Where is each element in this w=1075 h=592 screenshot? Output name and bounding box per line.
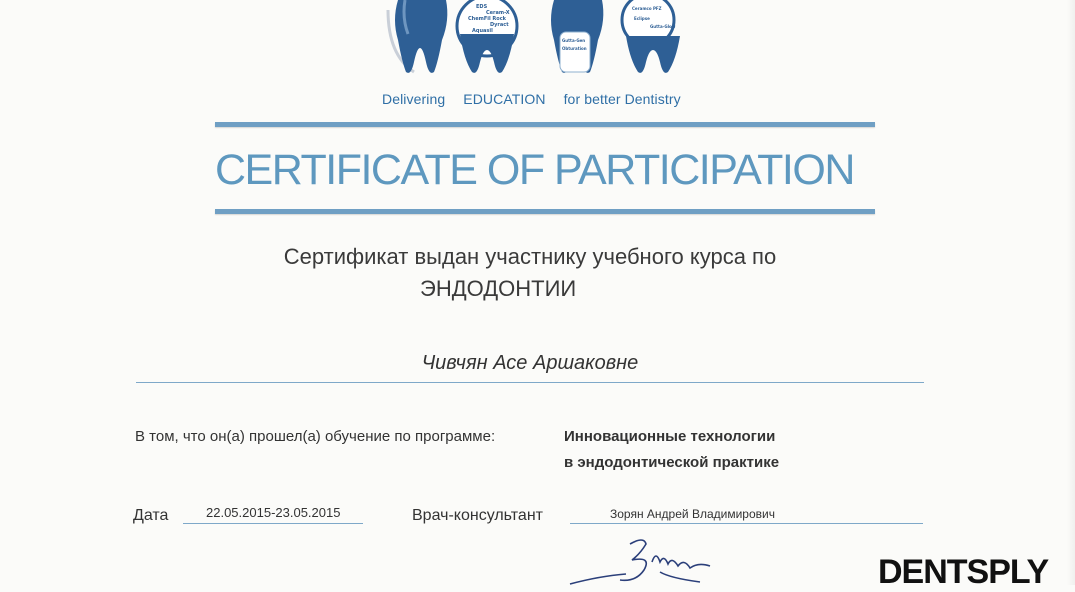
- program-title-line-2: в эндодонтической практике: [564, 454, 780, 471]
- certificate-title: CERTIFICATE OF PARTICIPATION: [215, 146, 854, 194]
- tooth-2-word-1: EDS: [476, 4, 488, 10]
- tooth-3-word-1: Gutta-Gen: [562, 38, 586, 43]
- tooth-4-word-1: Ceramco PFZ: [632, 6, 662, 11]
- education-teeth-logo: [380, 0, 710, 86]
- date-label: Дата: [133, 507, 169, 524]
- tagline-part-2: EDUCATION: [463, 91, 546, 107]
- program-title-line-1: Инновационные технологии: [564, 428, 776, 445]
- tagline: [382, 91, 699, 107]
- doctor-underline: [570, 523, 923, 524]
- date-underline: [183, 523, 363, 524]
- doctor-name: Зорян Андрей Владимирович: [610, 507, 775, 521]
- tooth-2-word-5: Dyract: [490, 22, 509, 28]
- signature-icon: [560, 532, 730, 585]
- recipient-underline: [136, 382, 924, 383]
- certificate-subtitle: Сертификат выдан участнику учебного курса по: [283, 244, 777, 269]
- tooth-4-word-2: Eclipse: [634, 16, 650, 21]
- course-name: ЭНДОДОНТИИ: [420, 276, 577, 301]
- tooth-2-word-2: Ceram-X: [486, 10, 510, 16]
- tagline-part-1: Delivering: [382, 91, 446, 107]
- doctor-label: Врач-консультант: [412, 507, 543, 524]
- tooth-2-word-4: Aquasil: [472, 28, 493, 34]
- title-rule-top: [215, 122, 875, 127]
- date-value: 22.05.2015-23.05.2015: [206, 505, 341, 520]
- tooth-3-word-2: Obturation: [562, 46, 587, 51]
- tooth-2-word-3: ChemFil Rock: [468, 16, 506, 22]
- brand-logo: DENTSPLY: [878, 553, 1049, 591]
- title-rule-bottom: [215, 209, 875, 214]
- tagline-part-3: for better Dentistry: [563, 91, 681, 107]
- recipient-name: Чивчян Асе Аршаковне: [421, 352, 639, 374]
- program-label: В том, что он(а) прошел(а) обучение по программе:: [135, 428, 496, 445]
- tooth-4-word-3: Gutta-Glow: [650, 24, 676, 29]
- scan-edge: [1067, 0, 1075, 585]
